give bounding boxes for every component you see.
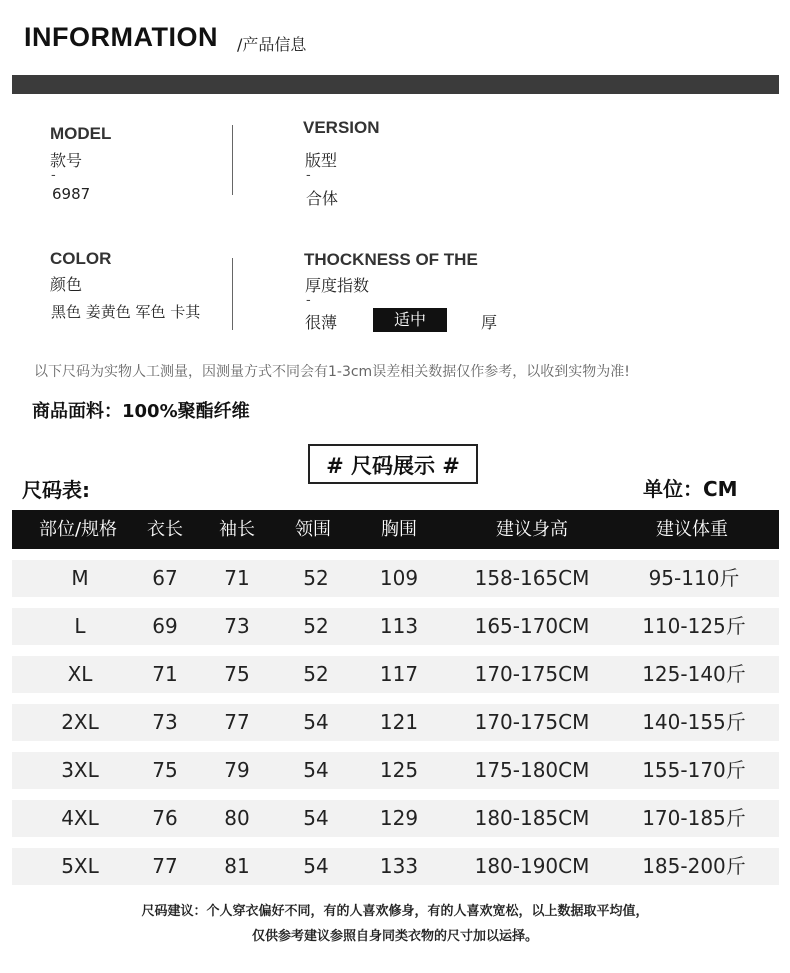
cell-chest: 121: [379, 710, 419, 734]
cell-chest: 133: [379, 854, 419, 878]
measurement-note: 以下尺码为实物人工测量，因测量方式不同会有1-3cm误差相关数据仅作参考，以收到实物为准!: [34, 364, 630, 380]
page-subtitle: /产品信息: [237, 35, 307, 54]
cell-sleeve: 73: [224, 614, 250, 638]
table-row: [12, 752, 779, 789]
cell-size: M: [71, 566, 89, 590]
header-divider-bar: [12, 75, 779, 94]
cell-sleeve: 71: [224, 566, 250, 590]
cell-height: 170-175CM: [474, 710, 590, 734]
version-value: 合体: [306, 189, 339, 208]
thickness-dash: -: [306, 293, 311, 308]
cell-height: 180-190CM: [474, 854, 590, 878]
cell-collar: 52: [303, 566, 329, 590]
cell-collar: 54: [303, 806, 329, 830]
cell-weight: 95-110斤: [648, 566, 740, 590]
cell-collar: 52: [303, 614, 329, 638]
fabric-info: 商品面料：100%聚酯纤维: [32, 401, 250, 422]
model-label-en: MODEL: [50, 124, 112, 143]
col-header-height: 建议身高: [496, 519, 568, 540]
color-label-cn: 颜色: [50, 275, 83, 294]
cell-weight: 155-170斤: [642, 758, 746, 782]
page-title: INFORMATION: [24, 22, 218, 52]
cell-chest: 129: [379, 806, 419, 830]
cell-collar: 54: [303, 854, 329, 878]
cell-sleeve: 77: [224, 710, 250, 734]
cell-height: 180-185CM: [474, 806, 590, 830]
cell-size: L: [74, 614, 86, 638]
cell-sleeve: 79: [224, 758, 250, 782]
cell-sleeve: 80: [224, 806, 250, 830]
cell-collar: 52: [303, 662, 329, 686]
thickness-option-thick: 厚: [481, 313, 498, 332]
col-header-weight: 建议体重: [656, 519, 728, 540]
color-label-en: COLOR: [50, 249, 112, 268]
table-row: [12, 704, 779, 741]
cell-length: 77: [152, 854, 178, 878]
color-value: 黑色 姜黄色 军色 卡其: [51, 303, 201, 321]
table-row: [12, 656, 779, 693]
cell-height: 175-180CM: [474, 758, 590, 782]
cell-size: 5XL: [61, 854, 99, 878]
version-label-cn: 版型: [305, 151, 338, 170]
size-advice-line-1: 尺码建议：个人穿衣偏好不同，有的人喜欢修身，有的人喜欢宽松，以上数据取平均值，: [141, 904, 649, 919]
cell-collar: 54: [303, 758, 329, 782]
version-label-en: VERSION: [303, 118, 380, 137]
cell-length: 73: [152, 710, 178, 734]
cell-chest: 113: [379, 614, 419, 638]
thickness-label-en: THOCKNESS OF THE: [304, 250, 478, 269]
model-label-cn: 款号: [50, 151, 83, 170]
model-dash: -: [51, 168, 56, 183]
cell-size: 3XL: [61, 758, 99, 782]
thickness-option-thin: 很薄: [305, 313, 338, 332]
thickness-label-cn: 厚度指数: [305, 276, 370, 295]
col-header-length: 衣长: [147, 519, 183, 540]
cell-length: 67: [152, 566, 178, 590]
cell-sleeve: 75: [224, 662, 250, 686]
model-value: 6987: [52, 185, 91, 203]
cell-length: 76: [152, 806, 178, 830]
col-header-part: 部位/规格: [38, 519, 118, 540]
table-row: [12, 848, 779, 885]
cell-length: 69: [152, 614, 178, 638]
model-divider: [232, 125, 233, 195]
cell-collar: 54: [303, 710, 329, 734]
size-display-badge: # 尺码展示 #: [308, 444, 478, 484]
version-dash: -: [306, 168, 311, 183]
cell-weight: 140-155斤: [642, 710, 746, 734]
cell-height: 165-170CM: [474, 614, 590, 638]
cell-weight: 170-185斤: [642, 806, 746, 830]
table-row: [12, 560, 779, 597]
col-header-chest: 胸围: [381, 519, 417, 540]
cell-weight: 125-140斤: [642, 662, 746, 686]
color-divider: [232, 258, 233, 330]
cell-sleeve: 81: [224, 854, 250, 878]
cell-chest: 117: [379, 662, 419, 686]
cell-height: 158-165CM: [474, 566, 590, 590]
col-header-collar: 领围: [295, 519, 331, 540]
table-row: [12, 608, 779, 645]
cell-size: 4XL: [61, 806, 99, 830]
col-header-sleeve: 袖长: [219, 519, 255, 540]
size-table-header: [12, 510, 779, 549]
cell-length: 75: [152, 758, 178, 782]
size-advice-line-2: 仅供参考建议参照自身同类衣物的尺寸加以运择。: [251, 929, 538, 944]
cell-height: 170-175CM: [474, 662, 590, 686]
cell-chest: 109: [379, 566, 419, 590]
cell-size: XL: [67, 662, 93, 686]
thickness-option-medium-selected: 适中: [373, 308, 447, 332]
cell-weight: 185-200斤: [642, 854, 746, 878]
size-unit: 单位：CM: [643, 477, 738, 501]
cell-chest: 125: [379, 758, 419, 782]
cell-size: 2XL: [61, 710, 99, 734]
size-chart-title: 尺码表:: [22, 478, 90, 502]
cell-weight: 110-125斤: [642, 614, 746, 638]
table-row: [12, 800, 779, 837]
cell-length: 71: [152, 662, 178, 686]
